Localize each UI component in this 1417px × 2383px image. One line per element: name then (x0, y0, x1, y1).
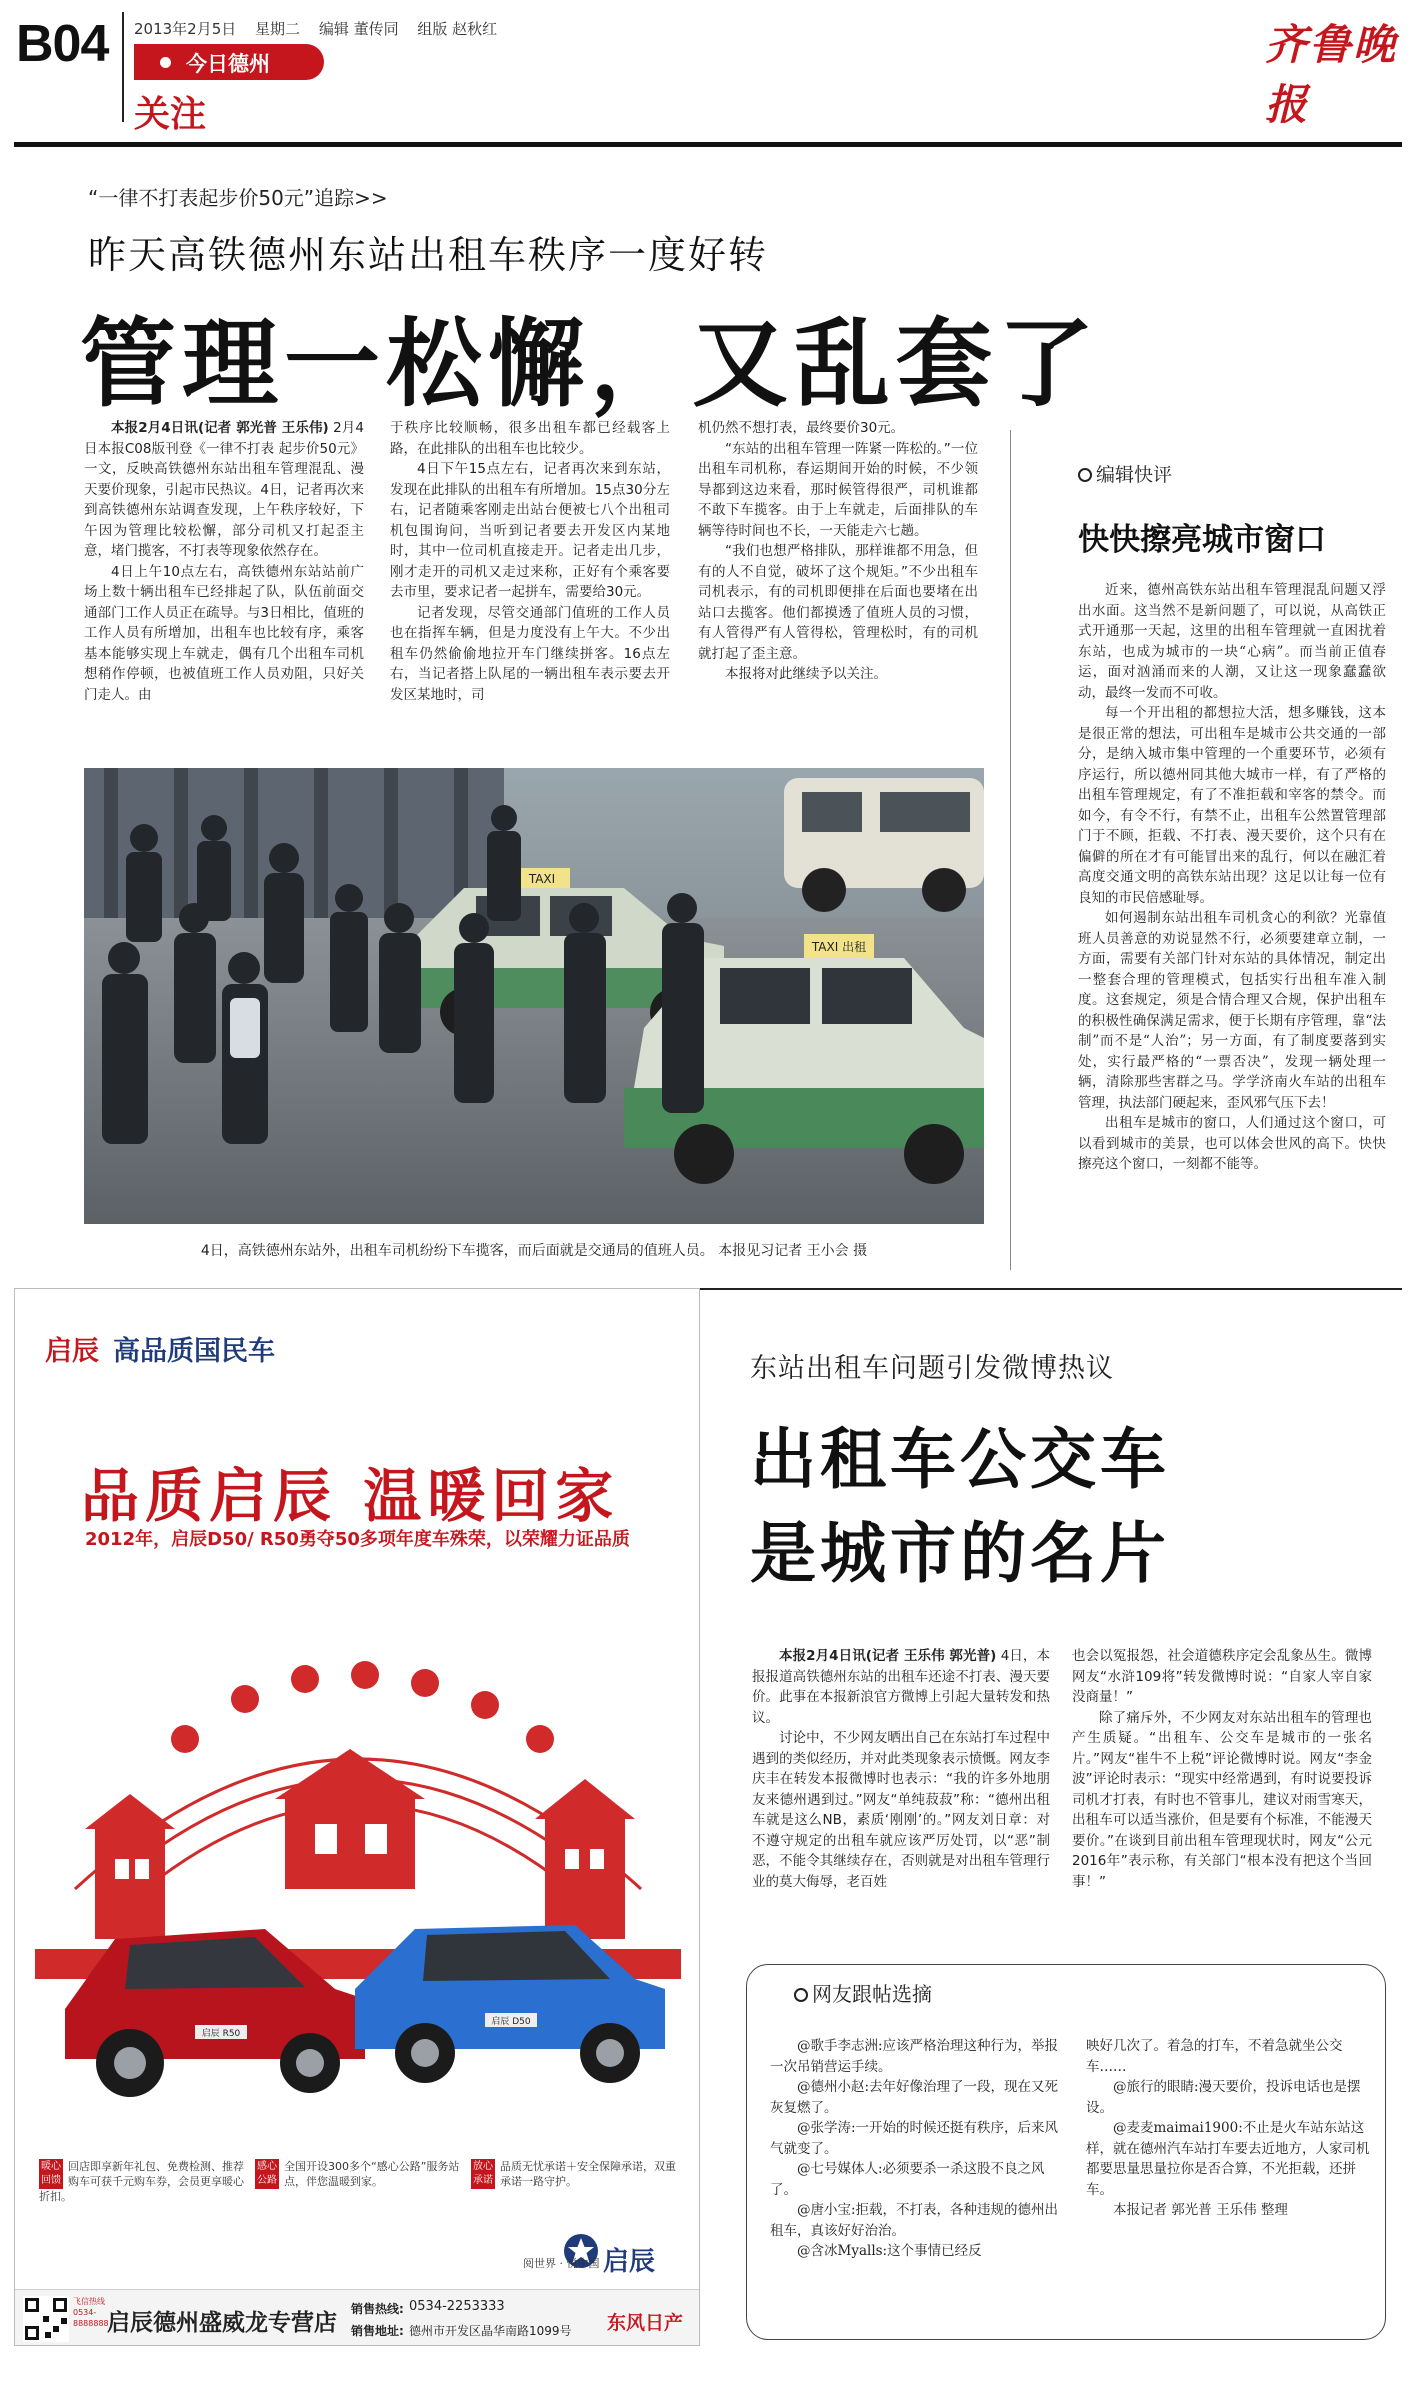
netizen-comment: @张学涛:一开始的时候还挺有秩序，后来风气就变了。 (770, 2120, 1059, 2157)
news-photo (84, 768, 984, 1224)
ad-address-label: 销售地址: (351, 2324, 404, 2338)
netizen-comment: @含冰Myalls:这个事情已经反 (797, 2243, 982, 2259)
netizen-comment: @七号媒体人:必须要杀一杀这股不良之风了。 (770, 2161, 1045, 2198)
ad-qr-text: 飞信热线 0534-8888888 (73, 2297, 109, 2328)
lead-paragraph: “我们也想严格排队，那样谁都不用急，但有的人不自觉，破坏了这个规矩。”不少出租车司机表示，有的司机即便排在后面也要堵在出站口去揽客。他们都摸透了值班人员的习惯，有人管得严有人管得松，管理松时，有的司机就打起了歪主意。 (698, 543, 978, 662)
masthead-logo: 齐鲁晚报 (1265, 20, 1398, 129)
lead-paragraph: “东站的出租车管理一阵紧一阵松的。”一位出租车司机称，春运期间开始的时候，不少领导都到这边来看，那时候管得很严，司机谁都不敢下车揽客。由于上车就走，后面排队的车辆等待时间也不长，一天能走六七趟。 (698, 440, 978, 539)
story2-deck: 东站出租车问题引发微博热议 (750, 1353, 1114, 1384)
taxi-sign: TAXI (528, 872, 556, 886)
ad-dealer-name: 启辰德州盛威龙专营店 (107, 2310, 337, 2336)
netizen-label (788, 1978, 938, 2007)
service-text: 品质无忧承诺＋安全保障承诺，双重承诺一路守护。 (500, 2160, 676, 2188)
lead-paragraph: 4日下午15点左右，记者再次来到东站，发现在此排队的出租车有所增加。15点30分左右，记者随乘客刚走出站台便被七八个出租司机包围询问，当听到记者要去开发区内某地时，其中一位司机直接走开。记者走出几步，刚才走开的司机又走过来称，正好有个乘客要去市里，要求记者一起拼车，需要给30元。 (390, 461, 670, 600)
section-tag: 今日德州 (134, 44, 324, 80)
circle-icon (1078, 468, 1092, 482)
qr-code-icon (23, 2296, 69, 2342)
ad-logo-text: 启辰 (603, 2247, 656, 2277)
editorial-paragraph: 近来，德州高铁东站出租车管理混乱问题又浮出水面。这当然不是新问题了，可以说，从高铁正式开通那一天起，这里的出租车管理就一直困扰着东站，也成为城市的一块“心病”。而当前正值春运，面对汹涌而来的人潮，又让这一现象蠢蠢欲动，最终一发而不可收。 (1078, 582, 1386, 701)
column-divider (1010, 430, 1011, 1270)
story2-paragraph: 也会以冤报怨，社会道德秩序定会乱象丛生。微博网友“水浒109将”转发微博时说：“自家人宰自家没商量！” (1072, 1648, 1372, 1705)
ad-hotline-label: 销售热线: (351, 2302, 404, 2316)
lead-column-3 (698, 418, 978, 738)
header-rule (14, 142, 1402, 147)
lead-paragraph: 机仍然不想打表，最终要价30元。 (698, 420, 905, 436)
issue-weekday: 星期二 (255, 20, 301, 38)
photo-caption: 4日，高铁德州东站外，出租车司机纷纷下车揽客，而后面就是交通局的值班人员。 本报见习记者 王小会 摄 (200, 1243, 868, 1259)
issue-info (134, 18, 511, 39)
ad-address: 德州市开发区晶华南路1099号 (409, 2324, 572, 2338)
service-text: 回店即享新年礼包、免费检测、推荐购车可获千元购车券，会员更享暖心折扣。 (39, 2160, 244, 2203)
service-tag: 暖心回馈 (39, 2159, 63, 2189)
story2-paragraph: 除了痛斥外，不少网友对东站出租车的管理也产生质疑。“出租车、公交车是城市的一张名片。”网友“崔牛不上税”评论微博时说。网友“李金波”评论时表示：“现实中经常遇到，有时说要投诉司机才打表，有时也不管事儿，建议对雨雪寒天，出租车可以适当涨价，但是要有个标准，不能漫天要价。”在谈到目前出租车管理现状时，网友“公元2016年”表示称，有关部门“根本没有把这个当回事！” (1072, 1709, 1372, 1890)
story2-headline-line1: 出租车公交车 (750, 1421, 1170, 1498)
ad-hotline: 0534-2253333 (409, 2299, 505, 2314)
lead-paragraph: 2月4日本报C08版刊登《一律不打表 起步价50元》一文，反映高铁德州东站出租车管理混乱、漫天要价现象，引起市民热议。4日，记者再次来到高铁德州东站调查发现，上午秩序较好，下午因为管理比较松懈，部分司机又打起歪主意，堵门揽客，不打表等现象依然存在。 (84, 420, 364, 559)
story2-column-1 (752, 1646, 1050, 1948)
car-plate: 启辰 D50 (491, 2017, 531, 2027)
issue-date: 2013年2月5日 (134, 20, 237, 38)
netizen-comment: @歌手李志洲:应该严格治理这种行为，举报一次吊销营运手续。 (770, 2038, 1059, 2075)
netizen-column-1 (770, 2036, 1062, 2328)
page-number: B04 (16, 15, 109, 73)
ad-logo-slogan: 阅世界 · 悦中国 (523, 2257, 600, 2270)
ad-slogan: 品质启辰 温暖回家 (81, 1462, 620, 1530)
editorial-body (1078, 580, 1386, 1270)
ad-brand: 启辰 (45, 1336, 99, 1367)
ad-partner-logo: 东风日产 (607, 2312, 684, 2334)
car-plate: 启辰 R50 (201, 2029, 241, 2039)
story2-column-2 (1072, 1646, 1372, 1948)
netizen-column-2 (1086, 2036, 1372, 2328)
netizen-comment: @唐小宝:拒载，不打表，各种违规的德州出租车，真该好好治治。 (770, 2202, 1059, 2239)
netizen-label-text: 网友跟帖选摘 (812, 1982, 932, 2006)
issue-layout: 组版 赵秋红 (417, 20, 498, 38)
ad-brand-line (45, 1329, 275, 1368)
lead-column-1 (84, 418, 364, 738)
service-text: 全国开设300多个“感心公路”服务站点，伴您温暖到家。 (284, 2160, 460, 2188)
story2-headline-line2: 是城市的名片 (750, 1515, 1170, 1592)
car-advertisement (14, 1288, 700, 2346)
netizen-comment: 映好几次了。着急的打车，不着急就坐公交车…… (1086, 2038, 1343, 2075)
lead-byline: 本报2月4日讯(记者 郭光普 王乐伟) (111, 420, 329, 436)
ad-footer (15, 2289, 700, 2346)
ad-services (39, 2159, 679, 2219)
service-tag: 感心公路 (255, 2159, 279, 2189)
header-divider (122, 12, 124, 122)
editorial-paragraph: 如何遏制东站出租车司机贪心的利欲？光靠值班人员善意的劝说显然不行，必须要建章立制，一方面，需要有关部门针对东站的具体情况，制定出一整套合理的管理模式，包括实行出租车准入制度。这套规定，须是合情合理又合规，保护出租车的积极性确保满足需求，便于长期有序管理，靠“法制”而不是“人治”；另一方面，有了制度要落到实处，实行最严格的“一票否决”，发现一辆处理一辆，清除那些害群之马。学学济南火车站的出租车管理，执法部门硬起来，歪风邪气压下去！ (1078, 910, 1386, 1111)
ad-service-item (39, 2159, 247, 2204)
section-name: 关注 (134, 94, 207, 135)
ad-service-item (471, 2159, 679, 2189)
circle-icon (794, 1988, 808, 2002)
editorial-title: 快快擦亮城市窗口 (1078, 522, 1326, 558)
netizen-comment: @旅行的眼睛:漫天要价，投诉电话也是摆设。 (1086, 2079, 1361, 2116)
lead-column-2 (390, 418, 670, 738)
ad-subslogan: 2012年，启辰D50/ R50勇夺50多项年度车殊荣，以荣耀力证品质 (85, 1529, 630, 1550)
lead-paragraph: 本报将对此继续予以关注。 (725, 666, 887, 682)
lead-kicker: “一律不打表起步价50元”追踪>> (88, 186, 388, 210)
netizen-credit: 本报记者 郭光普 王乐伟 整理 (1113, 2202, 1288, 2218)
lead-deck: 昨天高铁德州东站出租车秩序一度好转 (88, 233, 769, 277)
editorial-label-text: 编辑快评 (1096, 464, 1173, 486)
lead-paragraph: 记者发现，尽管交通部门值班的工作人员也在指挥车辆，但是力度没有上午大。不少出租车仍然偷偷地拉开车门继续拼客。16点左右，当记者搭上队尾的一辆出租车表示要去开发区某地时，司 (390, 604, 670, 703)
ad-service-item (255, 2159, 463, 2189)
service-tag: 放心承诺 (471, 2159, 495, 2189)
lead-paragraph: 于秩序比较顺畅，很多出租车都已经载客上路，在此排队的出租车也比较少。 (390, 420, 670, 457)
story2-paragraph: 4日，本报报道高铁德州东站的出租车还途不打表、漫天要价。此事在本报新浪官方微博上引起大量转发和热议。 (752, 1648, 1050, 1726)
lead-headline: 管理一松懈，又乱套了 (80, 308, 1100, 420)
ad-artwork (35, 1589, 681, 2129)
issue-editor: 编辑 董传同 (318, 20, 399, 38)
story2-paragraph: 讨论中，不少网友晒出自己在东站打车过程中遇到的类似经历，并对此类现象表示愤慨。网友李庆丰在转发本报微博时也表示：“我的许多外地朋友来德州遇到过。”网友“单纯菽菽”称：“德州出租车就是这么NB，素质‘刚刚’的。”网友刘日章：对不遵守规定的出租车就应该严厉处罚，以“恶”制恶，不能令其继续存在，否则就是对出租车管理行业的莫大侮辱，老百姓 (752, 1730, 1050, 1890)
editorial-paragraph: 每一个开出租的都想拉大活，想多赚钱，这本是很正常的想法，可出租车是城市公共交通的一部分，是纳入城市集中管理的一个重要环节，必须有序运行，所以德州同其他大城市一样，有了严格的出租车管理规定，有了不准拒载和宰客的禁令。而如今，有令不行，有禁不止，出租车公然置管理部门于不顾，拒载、不打表、漫天要价，这个只有在偏僻的所在才有可能冒出来的乱行，何以在融汇着高度交通文明的高铁东站出现？这足以让每一位有良知的市民倍感耻辱。 (1078, 705, 1386, 906)
editorial-paragraph: 出租车是城市的窗口，人们通过这个窗口，可以看到城市的美景，也可以体会世风的高下。快快擦亮这个窗口，一刻都不能等。 (1078, 1115, 1386, 1172)
editorial-label (1078, 460, 1172, 487)
ad-brand-tagline: 高品质国民车 (113, 1336, 275, 1367)
netizen-comment: @麦麦maimai1900:不止是火车站东站这样，就在德州汽车站打车要去近地方，人家司机都要思量思量拉你是否合算，不光拒载，还拼车。 (1086, 2120, 1370, 2198)
taxi-rank-illustration (84, 768, 984, 1224)
taxi-sign: TAXI 出租 (811, 940, 867, 954)
lead-paragraph: 4日上午10点左右，高铁德州东站站前广场上数十辆出租车已经排起了队，队伍前面交通部门工作人员正在疏导。与3日相比，值班的工作人员有所增加，出租车也比较有序，乘客基本能够实现上车就走，偶有几个出租车司机想稍作停顿，也被值班工作人员劝阻，只好关门走人。由 (84, 563, 364, 703)
story2-byline: 本报2月4日讯(记者 王乐伟 郭光普) (779, 1648, 997, 1664)
netizen-comment: @德州小赵:去年好像治理了一段，现在又死灰复燃了。 (770, 2079, 1059, 2116)
